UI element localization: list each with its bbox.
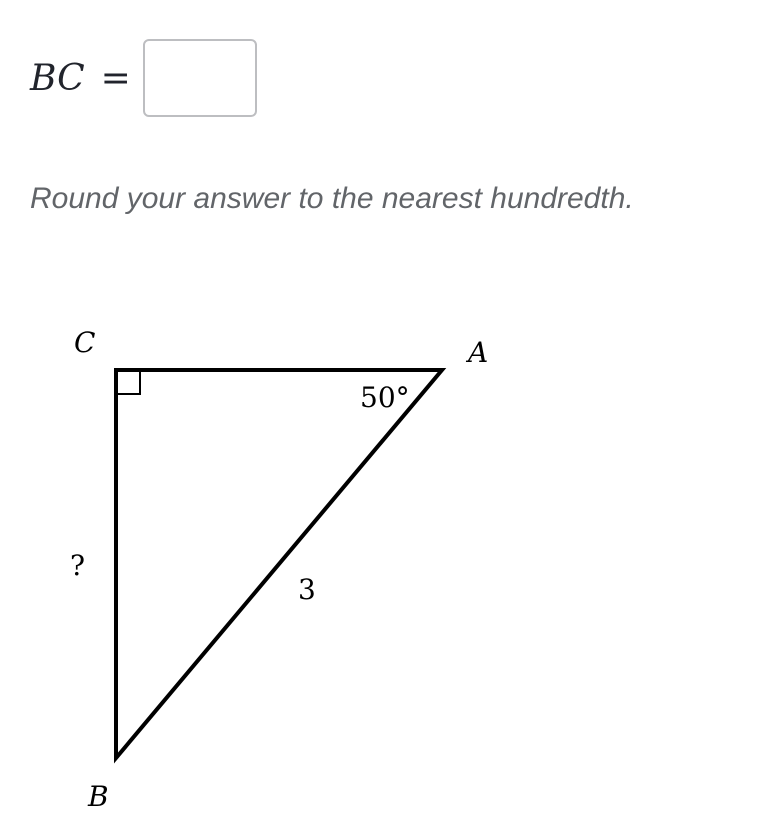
instruction-text: Round your answer to the nearest hundredth. [30,182,634,215]
angle-label: 50° [360,381,410,414]
right-angle-marker [116,370,140,394]
vertex-label-c: C [74,326,96,359]
unknown-side-label: ? [70,549,86,582]
equals-sign: = [100,57,131,99]
hypotenuse-label: 3 [298,573,316,606]
triangle-abc [116,370,442,758]
vertex-label-b: B [88,780,109,813]
equation-lhs: BC [30,57,85,99]
vertex-label-a: A [468,336,489,369]
